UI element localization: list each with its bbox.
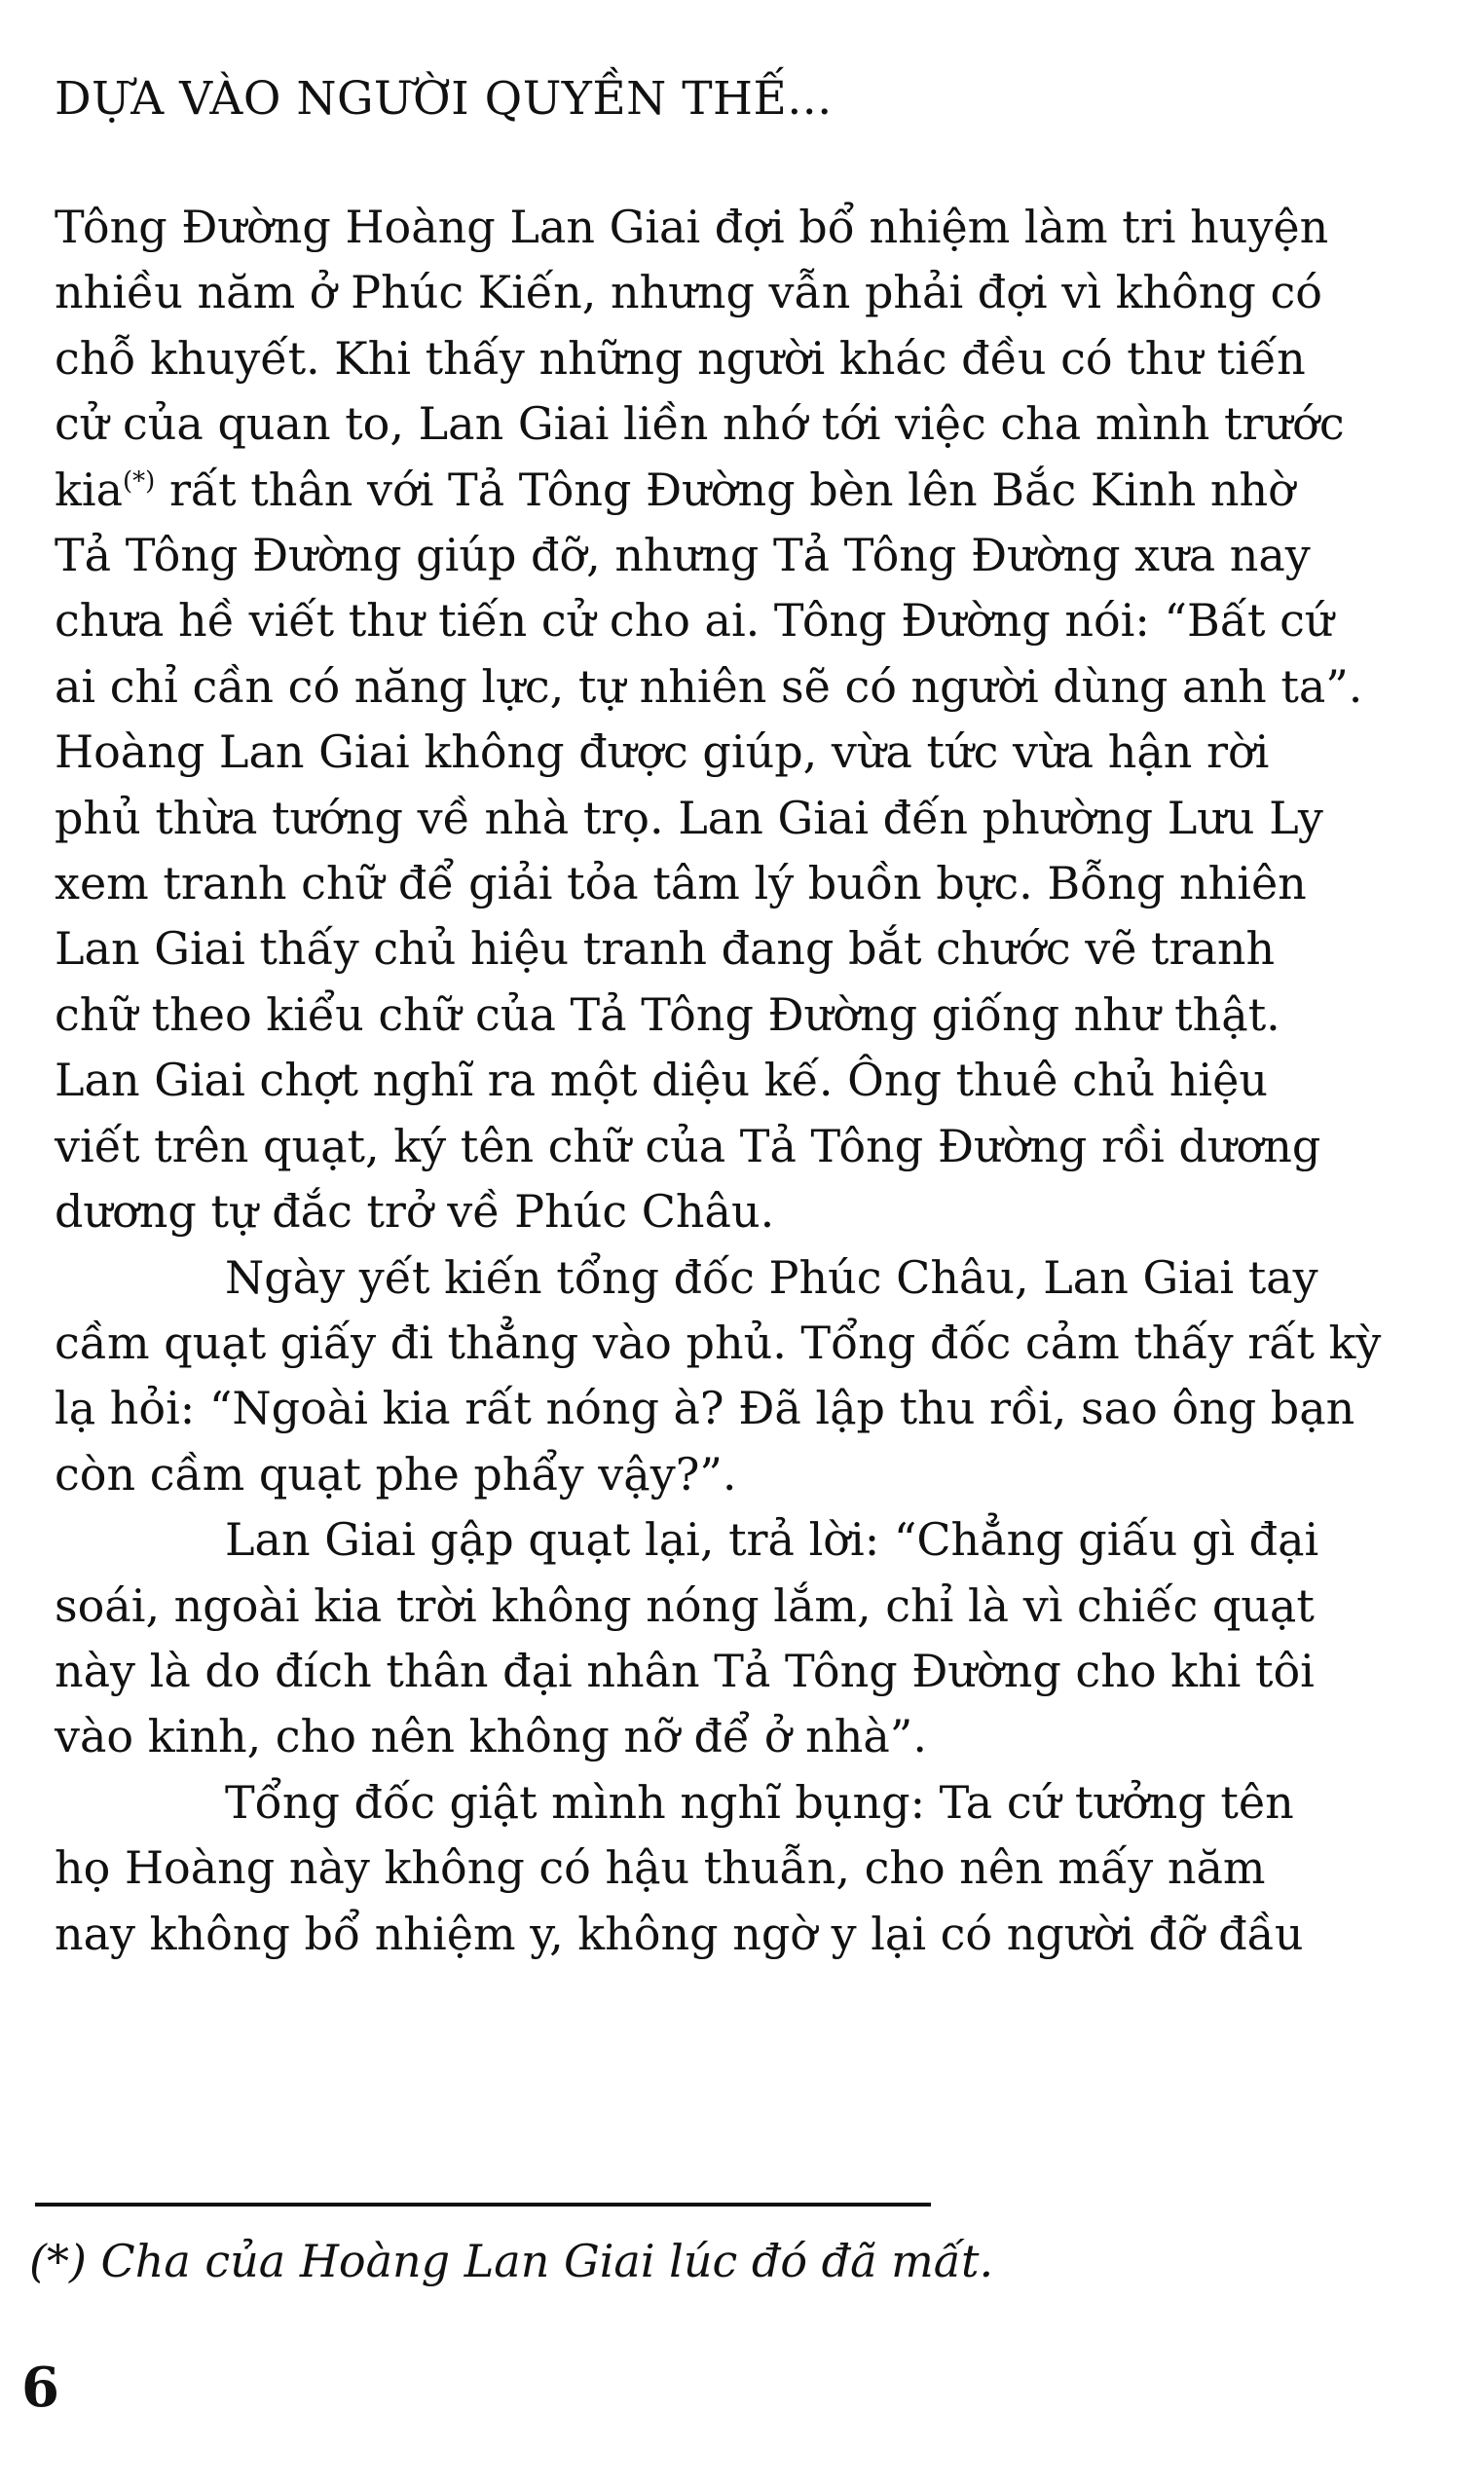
- text-line: Tả Tông Đường giúp đỡ, nhưng Tả Tông Đường xưa nay: [55, 529, 1311, 582]
- text-line: Lan Giai chợt nghĩ ra một diệu kế. Ông thuê chủ hiệu: [55, 1054, 1268, 1107]
- footnote-marker: (*): [123, 466, 156, 497]
- text-line: soái, ngoài kia trời không nóng lắm, chỉ là vì chiếc quạt: [55, 1578, 1315, 1632]
- text-line-with-footnote: [55, 458, 1350, 523]
- text-line: Lan Giai thấy chủ hiệu tranh đang bắt chước vẽ tranh: [55, 922, 1276, 976]
- text-line: cử của quan to, Lan Giai liền nhớ tới việc cha mình trước: [55, 397, 1345, 451]
- text-line: chỗ khuyết. Khi thấy những người khác đều có thư tiến: [55, 331, 1306, 385]
- page-number: 6: [21, 2355, 59, 2420]
- text-line: nay không bổ nhiệm y, không ngờ y lại có người đỡ đầu: [55, 1907, 1304, 1960]
- footnote: (*) Cha của Hoàng Lan Giai lúc đó đã mất.: [29, 2235, 994, 2287]
- text-line: cầm quạt giấy đi thẳng vào phủ. Tổng đốc cảm thấy rất kỳ: [55, 1316, 1382, 1369]
- paragraph-1: [55, 195, 1363, 1245]
- text-line: Tổng đốc giật mình nghĩ bụng: Ta cứ tưởng tên: [225, 1775, 1294, 1829]
- kia-word: kia: [55, 463, 124, 516]
- text-line: chưa hề viết thư tiến cử cho ai. Tông Đường nói: “Bất cứ: [55, 594, 1334, 648]
- paragraph-2: [55, 1245, 1382, 1508]
- paragraph-3: [55, 1507, 1350, 1770]
- text-line-rest: rất thân với Tả Tông Đường bèn lên Bắc Kinh nhờ: [168, 463, 1295, 516]
- text-line: nhiều năm ở Phúc Kiến, nhưng vẫn phải đợi vì không có: [55, 266, 1322, 319]
- text-line: còn cầm quạt phe phẩy vậy?”.: [55, 1447, 737, 1501]
- footnote-divider: [35, 2203, 931, 2207]
- text-line: viết trên quạt, ký tên chữ của Tả Tông Đường rồi dương: [55, 1119, 1321, 1172]
- text-line: họ Hoàng này không có hậu thuẫn, cho nên mấy năm: [55, 1841, 1266, 1895]
- text-line: dương tự đắc trở về Phúc Châu.: [55, 1185, 775, 1239]
- text-line: ai chỉ cần có năng lực, tự nhiên sẽ có người dùng anh ta”.: [55, 659, 1363, 713]
- body-text: [55, 195, 1382, 1967]
- text-line: Tông Đường Hoàng Lan Giai đợi bổ nhiệm làm tri huyện: [55, 201, 1329, 253]
- text-line: vào kinh, cho nên không nỡ để ở nhà”.: [55, 1710, 927, 1763]
- text-line: xem tranh chữ để giải tỏa tâm lý buồn bực. Bỗng nhiên: [55, 857, 1307, 910]
- text-line: này là do đích thân đại nhân Tả Tông Đường cho khi tôi: [55, 1644, 1315, 1697]
- running-header: DỰA VÀO NGƯỜI QUYỀN THẾ...: [55, 72, 833, 126]
- text-line: Hoàng Lan Giai không được giúp, vừa tức vừa hận rời: [55, 725, 1270, 779]
- text-line: chữ theo kiểu chữ của Tả Tông Đường giống như thật.: [55, 987, 1280, 1041]
- text-line: lạ hỏi: “Ngoài kia rất nóng à? Đã lập thu rồi, sao ông bạn: [55, 1382, 1355, 1435]
- text-line: phủ thừa tướng về nhà trọ. Lan Giai đến phường Lưu Ly: [55, 791, 1323, 844]
- text-line: Lan Giai gập quạt lại, trả lời: “Chẳng giấu gì đại: [225, 1513, 1319, 1567]
- text-line: Ngày yết kiến tổng đốc Phúc Châu, Lan Giai tay: [225, 1250, 1318, 1304]
- paragraph-4: [55, 1770, 1350, 1967]
